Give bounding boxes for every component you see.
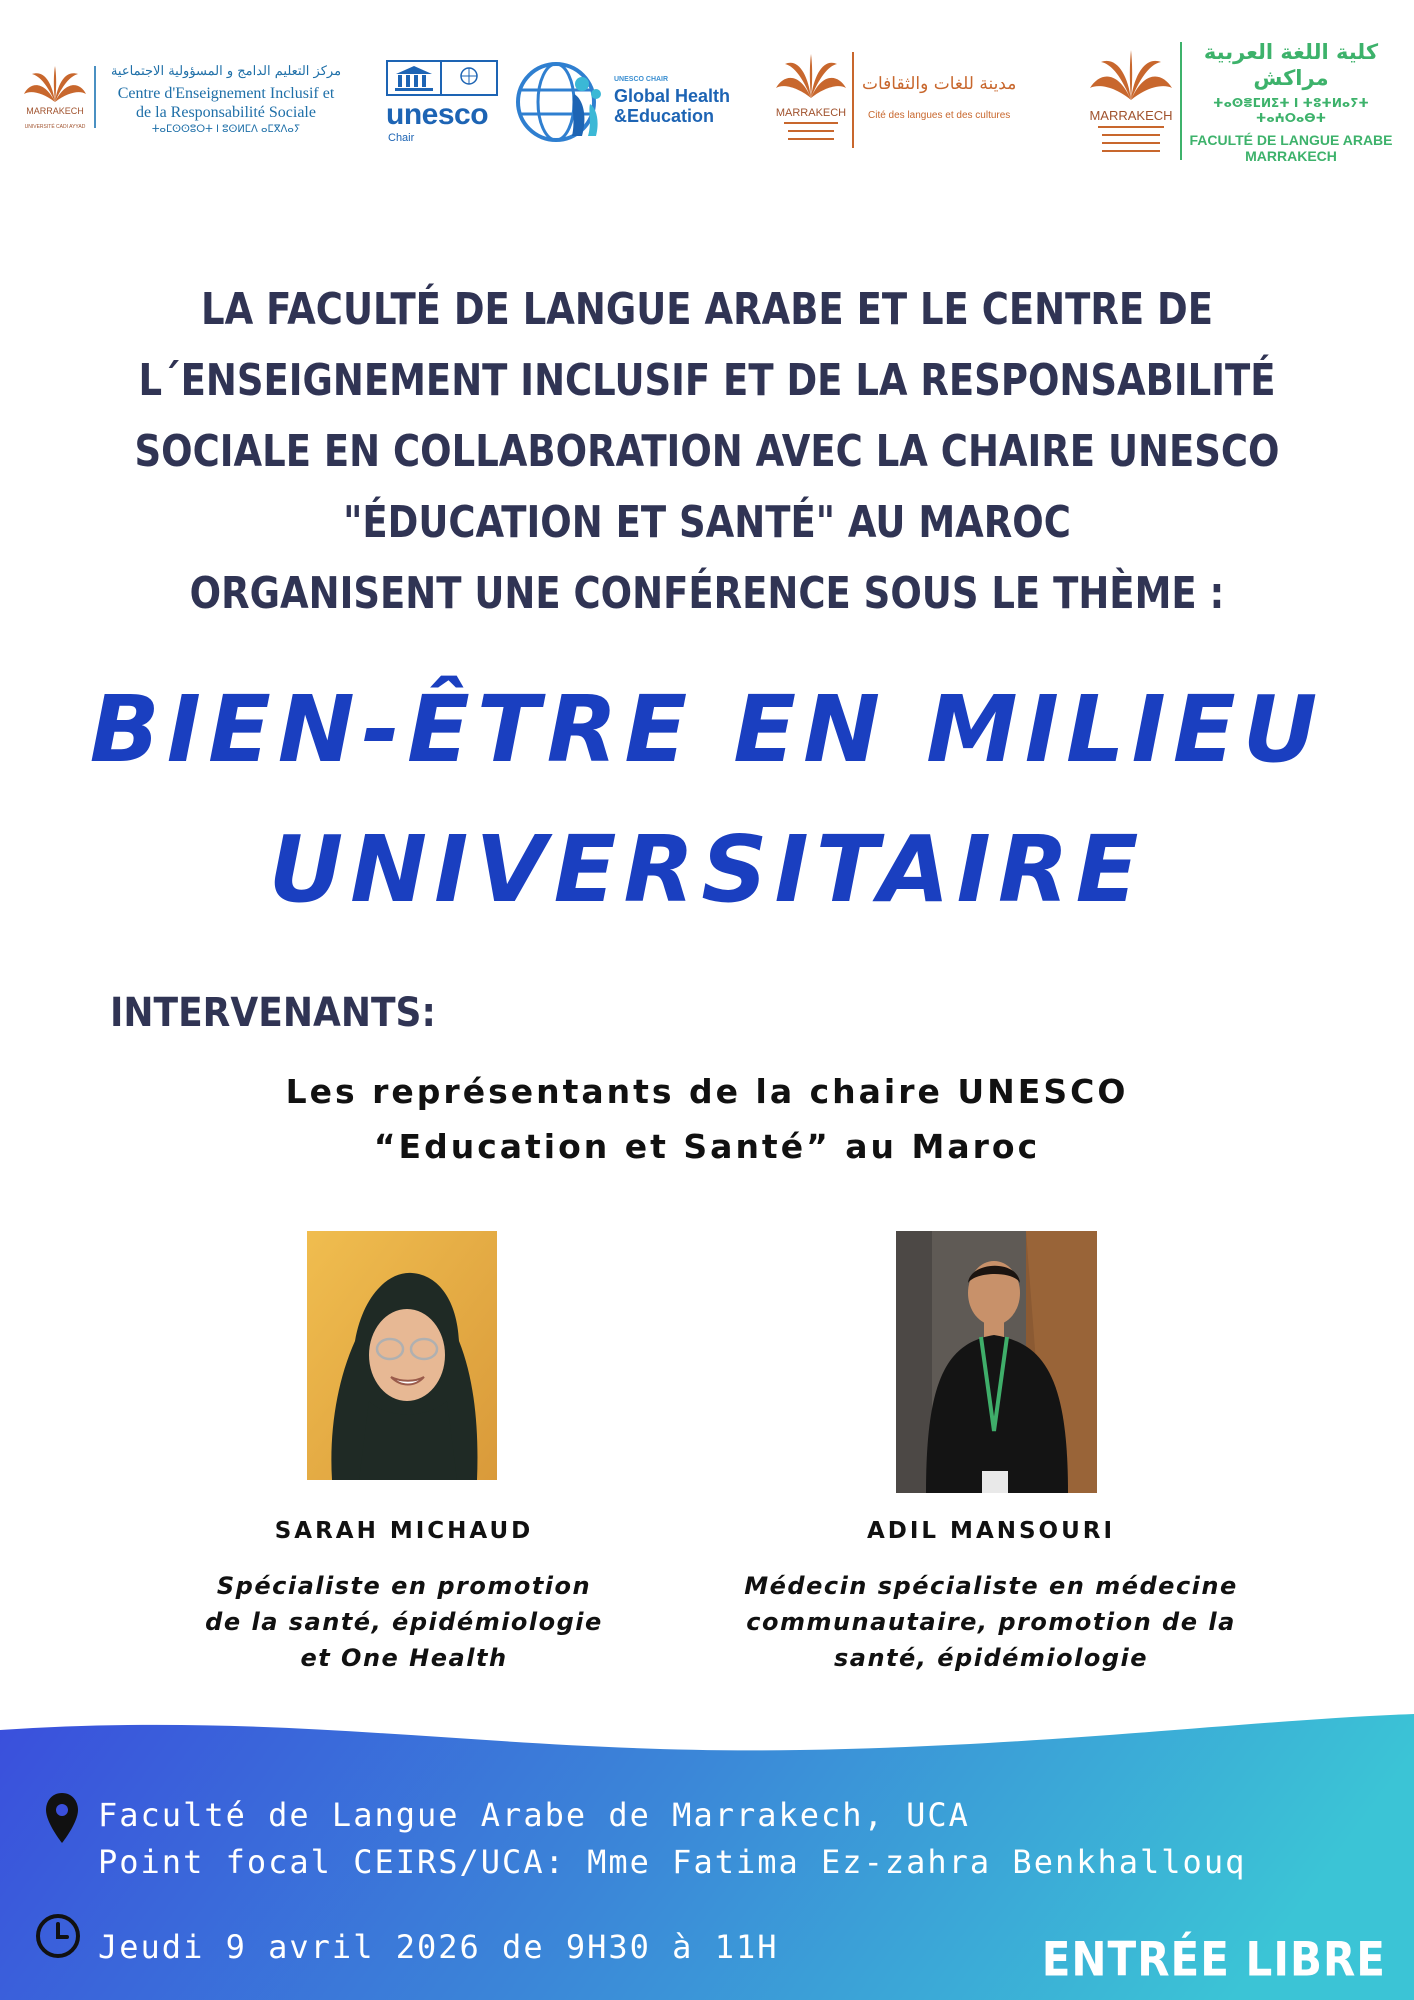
intro-line-1: LA FACULTÉ DE LANGUE ARABE ET LE CENTRE DE <box>201 284 1213 335</box>
fla-french-name: FACULTÉ DE LANGUE ARABE MARRAKECH <box>1189 132 1393 164</box>
speaker-photo-adil <box>896 1231 1097 1493</box>
intro-line-3: SOCIALE EN COLLABORATION AVEC LA CHAIRE UNESCO <box>134 426 1280 477</box>
logo-divider <box>94 66 96 128</box>
theme-line-1: BIEN-ÊTRE EN MILIEU <box>89 676 1325 783</box>
intro-line-2: L´ENSEIGNEMENT INCLUSIF ET DE LA RESPONSABILITÉ <box>138 355 1276 406</box>
speaker-name-adil: ADIL MANSOURI <box>866 1518 1116 1544</box>
speaker-role-adil: Médecin spécialiste en médecine communautaire, promotion de la santé, épidémiologie <box>744 1572 1238 1672</box>
clock-icon <box>34 1912 82 1960</box>
logo-divider <box>852 52 854 148</box>
logo-divider <box>1180 42 1182 160</box>
event-info-footer <box>0 1700 1414 2000</box>
globe-figures-icon <box>512 54 608 150</box>
speaker-photo-sarah <box>307 1231 497 1480</box>
unesco-wordmark: unesco <box>386 98 489 131</box>
fla-arabic-line2: مراكش <box>1253 66 1329 90</box>
speaker-role-sarah: Spécialiste en promotion de la santé, épidémiologie et One Health <box>205 1572 603 1672</box>
marrakech-palm-emblem-icon <box>774 48 848 148</box>
svg-text:MARRAKECH: MARRAKECH <box>775 107 847 119</box>
cite-arabic-name: مدينة للغات والثقافات <box>862 74 1017 94</box>
faculte-langue-arabe-logo <box>1086 36 1396 166</box>
marrakech-palm-emblem-icon <box>22 62 88 134</box>
free-entry-label: ENTRÉE LIBRE <box>1041 1932 1386 1987</box>
theme-line-2: UNIVERSITAIRE <box>268 816 1146 923</box>
svg-text:MARRAKECH: MARRAKECH <box>1089 108 1173 123</box>
unesco-temple-icon <box>386 60 498 96</box>
event-venue: Faculté de Langue Arabe de Marrakech, UCA <box>98 1796 970 1834</box>
unesco-logo <box>386 58 498 144</box>
intro-line-4: "ÉDUCATION ET SANTÉ" AU MAROC <box>343 497 1071 548</box>
fla-arabic-line1: كلية اللغة العربية <box>1203 40 1379 64</box>
ceirs-logo <box>18 58 348 140</box>
gh-small-label: UNESCO CHAIR <box>614 76 669 83</box>
ceirs-french-name: Centre d'Enseignement Inclusif et de la Responsabilité Sociale <box>117 85 335 121</box>
intro-line-5: ORGANISENT UNE CONFÉRENCE SOUS LE THÈME : <box>189 568 1225 619</box>
cite-des-langues-logo <box>772 38 1042 162</box>
location-pin-icon <box>44 1791 80 1845</box>
gh-title-line2: &Education <box>614 106 715 126</box>
logo-band <box>0 0 1414 190</box>
event-datetime: Jeudi 9 avril 2026 de 9H30 à 11H <box>98 1928 779 1966</box>
unesco-chair-label: Chair <box>388 132 415 144</box>
ceirs-arabic-name: مركز التعليم الدامج و المسؤولية الاجتماعية <box>110 64 342 79</box>
speakers-subtitle: Les représentants de la chaire UNESCO “Education et Santé” au Maroc <box>285 1072 1129 1166</box>
svg-text:UNIVERSITÉ CADI AYYAD: UNIVERSITÉ CADI AYYAD <box>24 124 86 130</box>
event-contact: Point focal CEIRS/UCA: Mme Fatima Ez-zahra Benkhallouq <box>98 1843 1247 1881</box>
marrakech-palm-emblem-icon <box>1088 44 1174 160</box>
organizers-intro <box>0 274 1414 629</box>
speakers-heading: INTERVENANTS: <box>110 990 436 1036</box>
cite-french-name: Cité des langues et des cultures <box>868 110 1011 121</box>
speaker-name-sarah: SARAH MICHAUD <box>274 1518 534 1544</box>
ceirs-tifinagh-name: ⵜⴰⵎⵙⵙⵓⵔⵜ ⵏ ⵓⵙⵍⵎⴷ ⴰⵎⴳⴷⴰⵢ <box>151 124 301 135</box>
svg-text:MARRAKECH: MARRAKECH <box>26 106 84 116</box>
global-health-education-logo <box>512 54 752 150</box>
fla-tifinagh-name: ⵜⴰⵙⴻⵎⵍⵉⵜ ⵏ ⵜⵓⵜⵍⴰⵢⵜ ⵜⴰⵄⵔⴰⴱⵜ <box>1213 96 1369 125</box>
conference-theme <box>0 660 1414 940</box>
gh-title-line1: Global Health <box>614 86 731 106</box>
